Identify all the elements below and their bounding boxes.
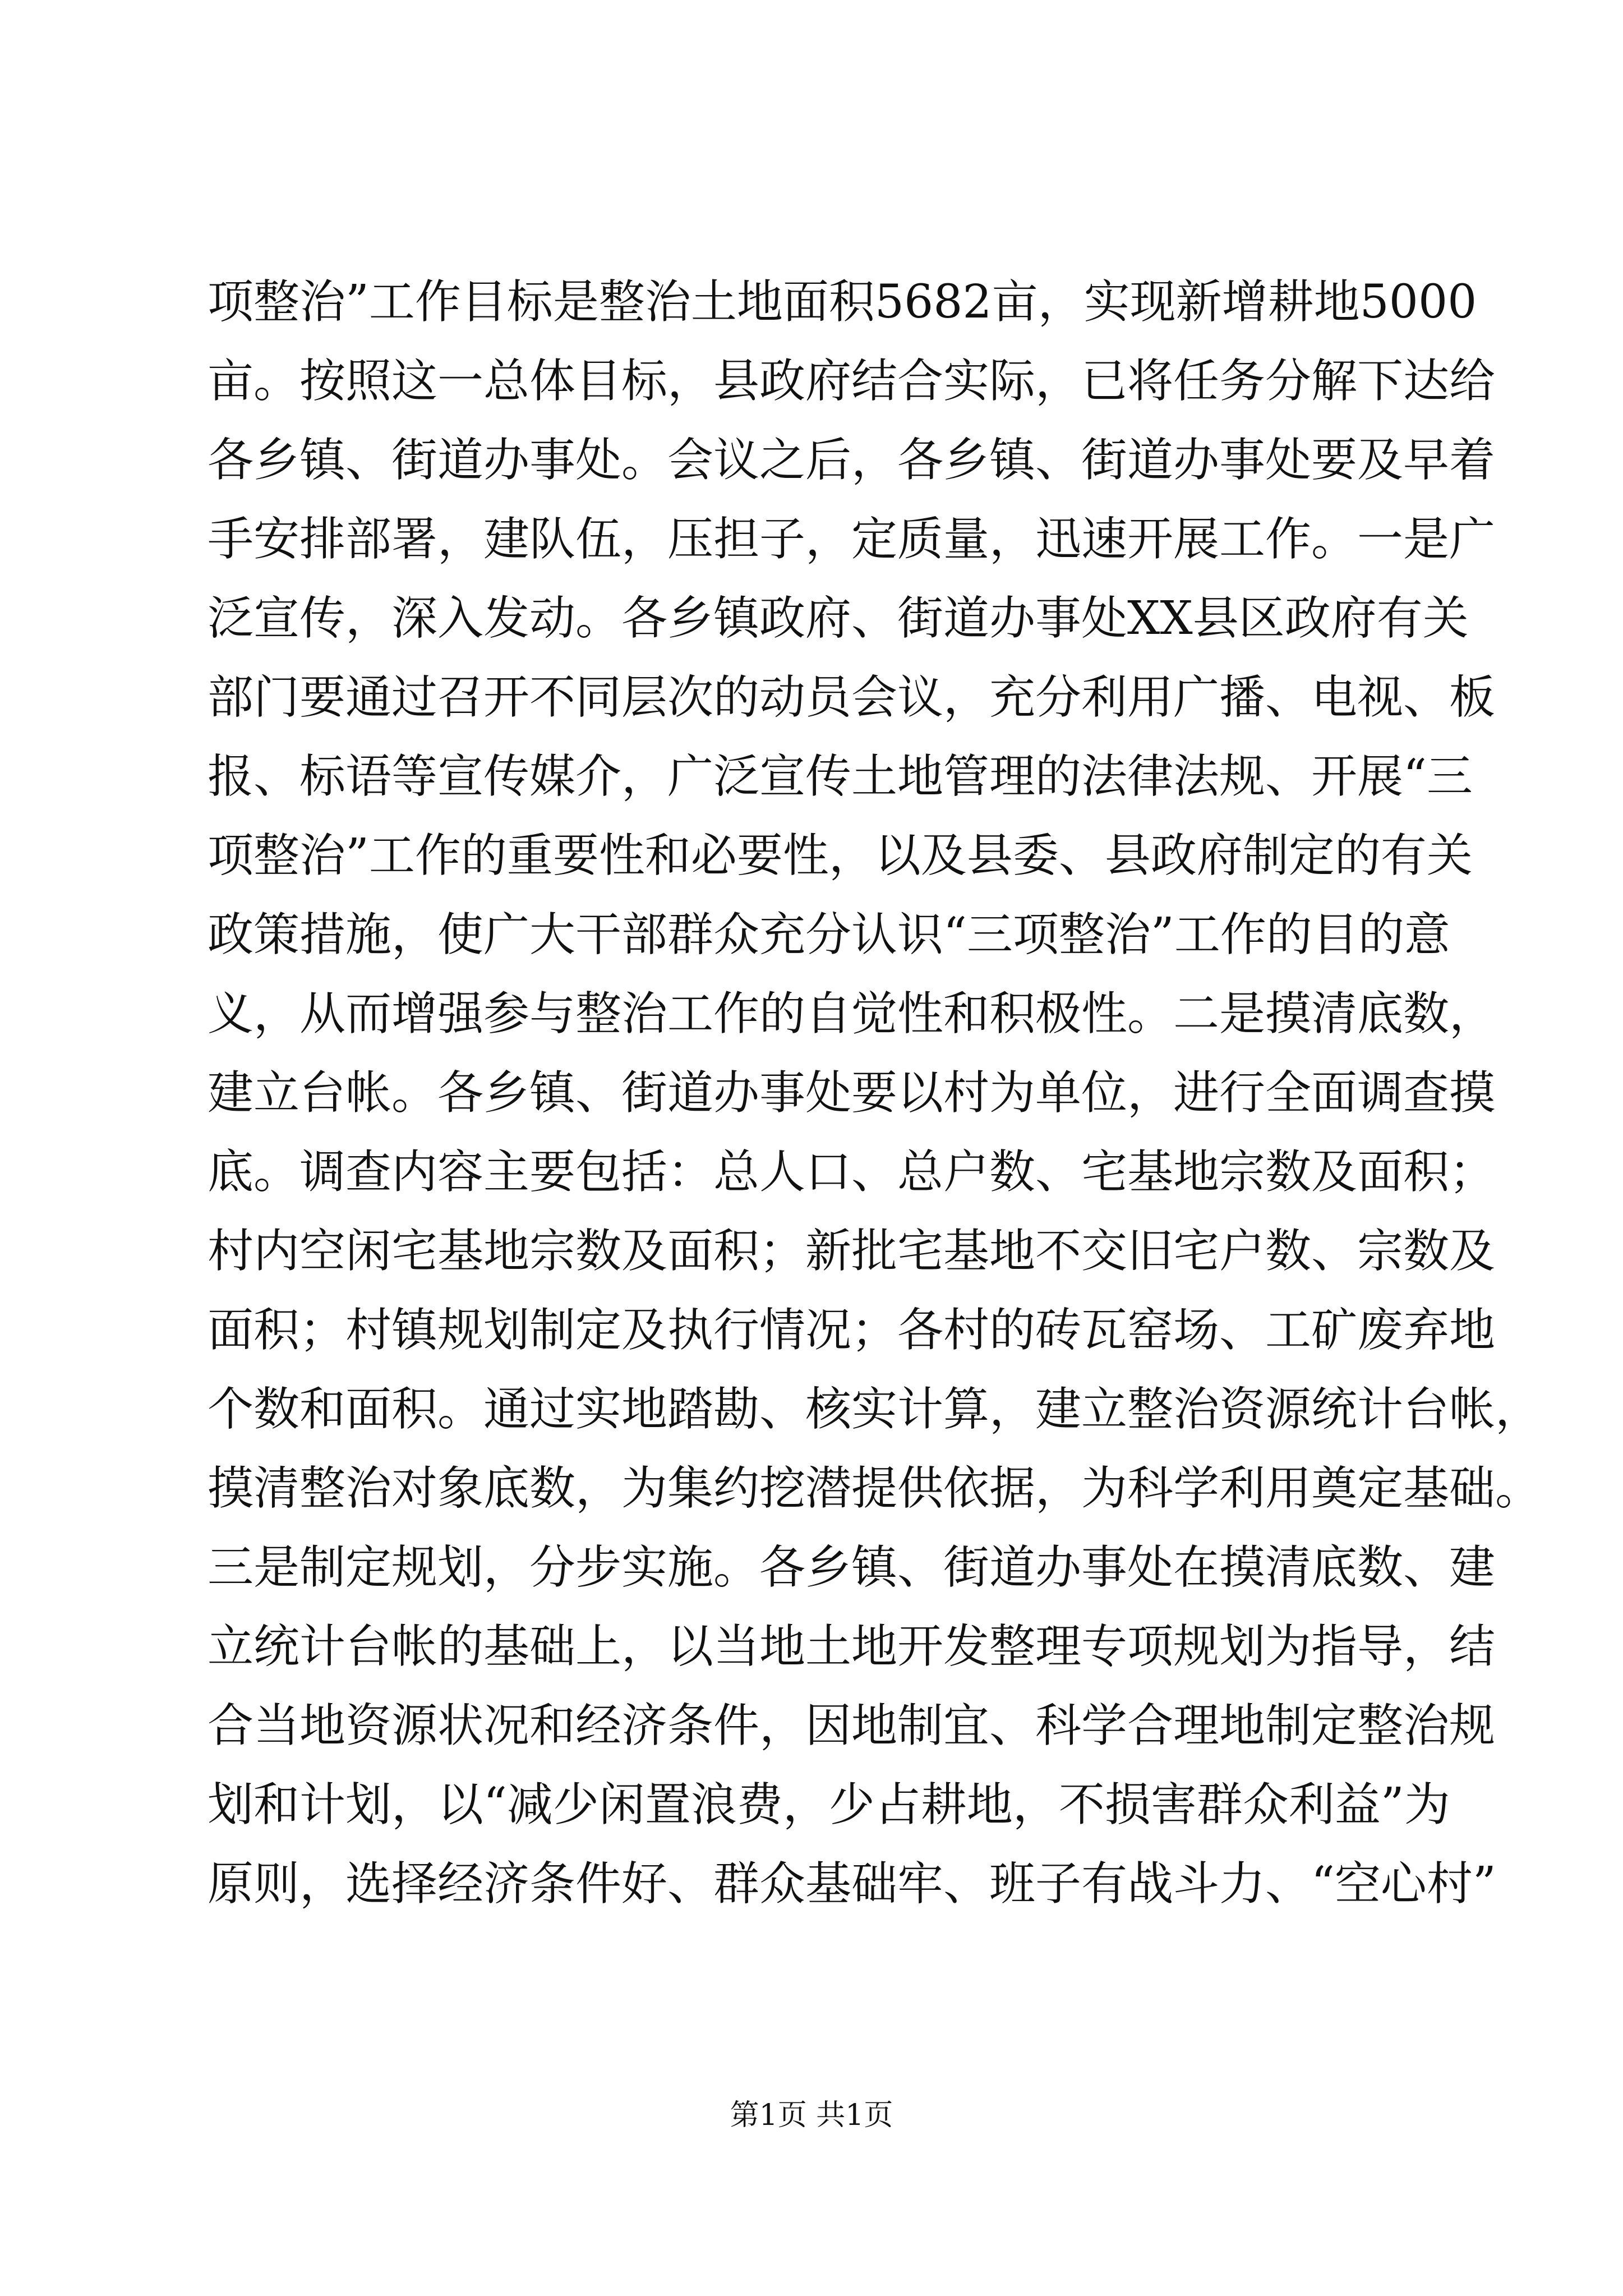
text-line: 各乡镇、街道办事处。会议之后，各乡镇、街道办事处要及早着 — [208, 434, 1496, 487]
text-line: 面积；村镇规划制定及执行情况；各村的砖瓦窑场、工矿废弃地 — [208, 1304, 1496, 1357]
text-line: 村内空闲宅基地宗数及面积；新批宅基地不交旧宅户数、宗数及 — [208, 1225, 1496, 1278]
text-line: 合当地资源状况和经济条件，因地制宜、科学合理地制定整治规 — [208, 1699, 1496, 1752]
text-line: 划和计划，以“减少闲置浪费，少占耕地，不损害群众利益”为 — [208, 1778, 1450, 1832]
text-line: 报、标语等宣传媒介，广泛宣传土地管理的法律法规、开展“三 — [208, 750, 1473, 803]
text-line: 底。调查内容主要包括：总人口、总户数、宅基地宗数及面积； — [208, 1145, 1496, 1199]
page-number-footer: 第1页 共1页 — [730, 2099, 893, 2132]
text-line: 建立台帐。各乡镇、街道办事处要以村为单位，进行全面调查摸 — [208, 1066, 1496, 1120]
text-line: 摸清整治对象底数，为集约挖潜提供依据，为科学利用奠定基础。 — [208, 1462, 1542, 1515]
text-line: 政策措施，使广大干部群众充分认识“三项整治”工作的目的意 — [208, 908, 1450, 961]
text-line: 三是制定规划，分步实施。各乡镇、街道办事处在摸清底数、建 — [208, 1541, 1496, 1594]
text-line: 项整治”工作的重要性和必要性，以及县委、县政府制定的有关 — [208, 829, 1473, 882]
text-line: 原则，选择经济条件好、群众基础牢、班子有战斗力、“空心村” — [208, 1857, 1496, 1911]
text-line: 泛宣传，深入发动。各乡镇政府、街道办事处XX县区政府有关 — [208, 592, 1469, 645]
text-line: 项整治”工作目标是整治土地面积5682亩，实现新增耕地5000 — [208, 275, 1477, 329]
text-line: 义，从而增强参与整治工作的自觉性和积极性。二是摸清底数， — [208, 987, 1496, 1041]
text-line: 立统计台帐的基础上，以当地土地开发整理专项规划为指导，结 — [208, 1620, 1496, 1673]
text-line: 亩。按照这一总体目标，县政府结合实际，已将任务分解下达给 — [208, 355, 1496, 408]
body-text — [208, 263, 1542, 1924]
text-line: 部门要通过召开不同层次的动员会议，充分利用广播、电视、板 — [208, 671, 1496, 724]
text-line: 个数和面积。通过实地踏勘、核实计算，建立整治资源统计台帐， — [208, 1383, 1542, 1436]
text-line: 手安排部署，建队伍，压担子，定质量，迅速开展工作。一是广 — [208, 513, 1496, 566]
